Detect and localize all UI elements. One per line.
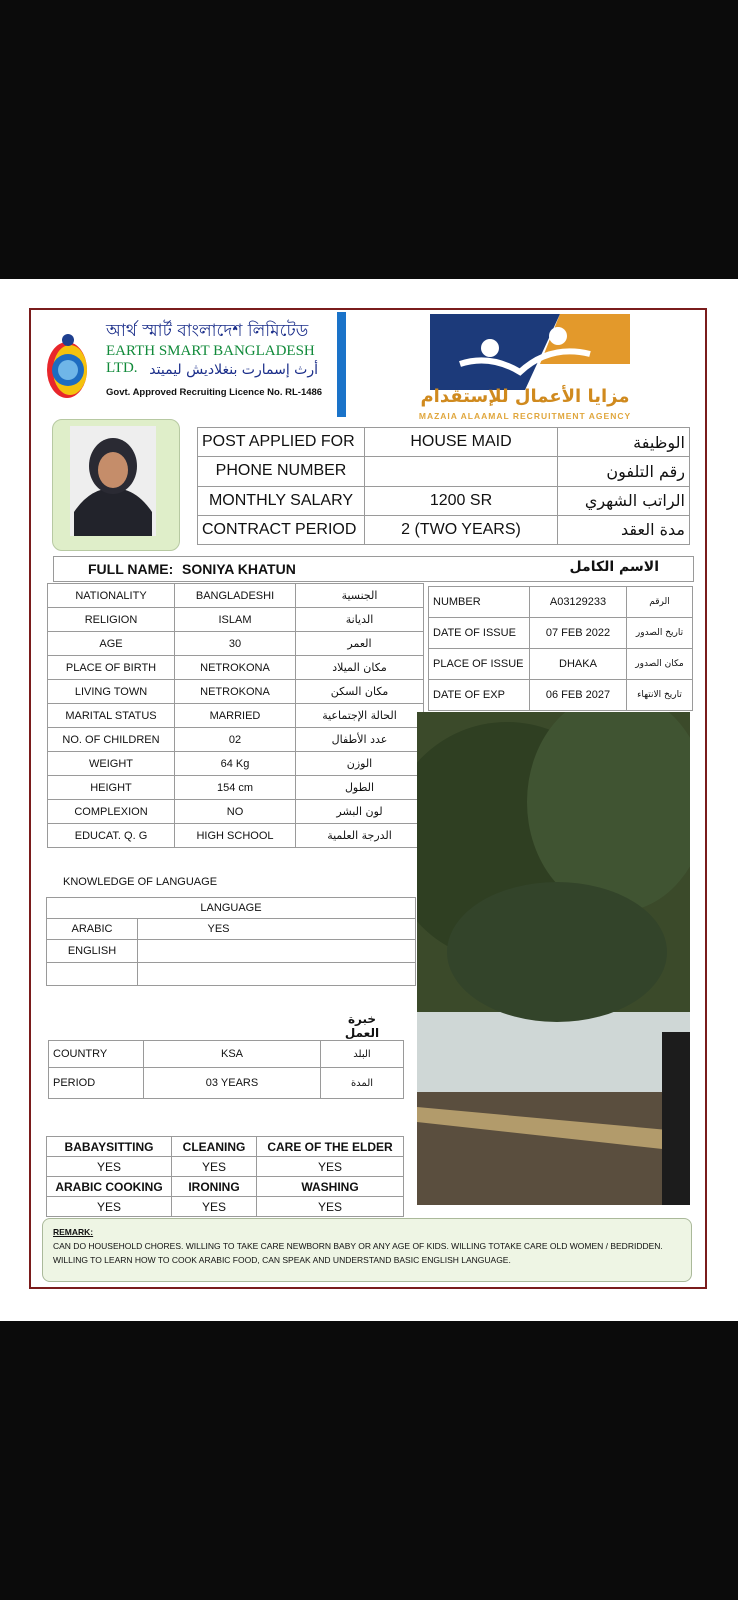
experience-table bbox=[48, 1040, 404, 1099]
applicant-portrait-icon bbox=[70, 426, 156, 536]
language-empty-cell bbox=[47, 963, 138, 986]
skill-label: CARE OF THE ELDER bbox=[257, 1137, 404, 1157]
table-row bbox=[198, 486, 690, 515]
language-empty-cell bbox=[138, 963, 416, 986]
passport-value: A03129233 bbox=[530, 587, 627, 618]
personal-arabic: الطول bbox=[296, 776, 424, 800]
remark-text: CAN DO HOUSEHOLD CHORES. WILLING TO TAKE CARE NEWBORN BABY OR ANY AGE OF KIDS. WILLING TOTAKE CARE OLD WOMEN / BEDRIDDEN. WILLING TO LEARN HOW TO COOK ARABIC FOOD, CAN SPEAK AND UNDERSTAND BASIC ENGLISH LANGUAGE. bbox=[53, 1241, 663, 1265]
personal-label: NO. OF CHILDREN bbox=[48, 728, 175, 752]
personal-arabic: مكان الميلاد bbox=[296, 656, 424, 680]
table-row bbox=[48, 632, 424, 656]
job-arabic: مدة العقد bbox=[558, 515, 690, 544]
header-divider bbox=[337, 312, 346, 417]
table-row bbox=[48, 608, 424, 632]
personal-arabic: الدرجة العلمية bbox=[296, 824, 424, 848]
table-row bbox=[47, 919, 416, 940]
personal-value: MARRIED bbox=[175, 704, 296, 728]
personal-value: 154 cm bbox=[175, 776, 296, 800]
skill-value: YES bbox=[257, 1157, 404, 1177]
job-value: HOUSE MAID bbox=[365, 428, 558, 457]
job-label: PHONE NUMBER bbox=[198, 457, 365, 486]
personal-value: NETROKONA bbox=[175, 680, 296, 704]
mazaia-logo-icon bbox=[430, 314, 630, 390]
skill-label: CLEANING bbox=[172, 1137, 257, 1157]
personal-label: LIVING TOWN bbox=[48, 680, 175, 704]
skill-value: YES bbox=[47, 1157, 172, 1177]
personal-label: NATIONALITY bbox=[48, 584, 175, 608]
table-row bbox=[429, 680, 693, 711]
language-label: ENGLISH bbox=[47, 940, 138, 963]
earth-smart-header bbox=[40, 318, 332, 418]
experience-value: 03 YEARS bbox=[144, 1068, 321, 1099]
personal-label: EDUCAT. Q. G bbox=[48, 824, 175, 848]
table-row bbox=[429, 649, 693, 680]
personal-label: HEIGHT bbox=[48, 776, 175, 800]
personal-label: RELIGION bbox=[48, 608, 175, 632]
experience-arabic: المدة bbox=[321, 1068, 404, 1099]
passport-label: DATE OF ISSUE bbox=[429, 618, 530, 649]
skill-label: WASHING bbox=[257, 1177, 404, 1197]
passport-arabic: تاريخ الصدور bbox=[627, 618, 693, 649]
table-row bbox=[48, 728, 424, 752]
table-row bbox=[48, 752, 424, 776]
agency-name-english: EARTH SMART BANGLADESH LTD. bbox=[106, 343, 315, 376]
table-row bbox=[47, 1157, 404, 1177]
mazaia-header bbox=[350, 312, 700, 422]
personal-arabic: عدد الأطفال bbox=[296, 728, 424, 752]
personal-label: PLACE OF BIRTH bbox=[48, 656, 175, 680]
personal-arabic: العمر bbox=[296, 632, 424, 656]
table-row bbox=[47, 1177, 404, 1197]
personal-value: NO bbox=[175, 800, 296, 824]
passport-label: DATE OF EXP bbox=[429, 680, 530, 711]
table-row bbox=[429, 618, 693, 649]
personal-arabic: الوزن bbox=[296, 752, 424, 776]
experience-value: KSA bbox=[144, 1041, 321, 1068]
table-row bbox=[198, 457, 690, 486]
mazaia-name-arabic: مزايا الأعمال للإستقدام bbox=[420, 386, 630, 407]
language-label: ARABIC bbox=[47, 919, 138, 940]
skills-table bbox=[46, 1136, 404, 1217]
full-name-arabic: الاسم الكامل bbox=[569, 559, 659, 575]
job-arabic: الراتب الشهري bbox=[558, 486, 690, 515]
personal-arabic: الجنسية bbox=[296, 584, 424, 608]
skill-label: IRONING bbox=[172, 1177, 257, 1197]
language-table bbox=[46, 897, 416, 986]
tree-scene-icon bbox=[417, 712, 690, 1205]
personal-table bbox=[47, 583, 424, 848]
mazaia-name-english: MAZAIA ALAAMAL RECRUITMENT AGENCY bbox=[418, 411, 632, 421]
personal-label: AGE bbox=[48, 632, 175, 656]
full-body-photo bbox=[417, 712, 690, 1205]
personal-value: NETROKONA bbox=[175, 656, 296, 680]
skill-value: YES bbox=[257, 1197, 404, 1217]
skill-label: ARABIC COOKING bbox=[47, 1177, 172, 1197]
table-row bbox=[429, 587, 693, 618]
personal-arabic: الديانة bbox=[296, 608, 424, 632]
full-name-value: SONIYA KHATUN bbox=[182, 561, 296, 577]
table-row bbox=[48, 776, 424, 800]
personal-arabic: لون البشر bbox=[296, 800, 424, 824]
passport-value: 07 FEB 2022 bbox=[530, 618, 627, 649]
table-row bbox=[47, 1197, 404, 1217]
table-row bbox=[48, 680, 424, 704]
table-row bbox=[48, 704, 424, 728]
passport-label: NUMBER bbox=[429, 587, 530, 618]
table-row bbox=[47, 963, 416, 986]
language-value bbox=[138, 940, 416, 963]
licence-number: Govt. Approved Recruiting Licence No. RL-1486 bbox=[106, 387, 323, 398]
table-row bbox=[48, 800, 424, 824]
personal-arabic: مكان السكن bbox=[296, 680, 424, 704]
experience-label: COUNTRY bbox=[49, 1041, 144, 1068]
language-title: KNOWLEDGE OF LANGUAGE bbox=[63, 876, 218, 888]
full-name-row bbox=[53, 556, 694, 582]
passport-value: DHAKA bbox=[530, 649, 627, 680]
skill-label: BABAYSITTING bbox=[47, 1137, 172, 1157]
earth-smart-logo-icon bbox=[42, 326, 92, 404]
personal-label: WEIGHT bbox=[48, 752, 175, 776]
table-row bbox=[198, 515, 690, 544]
job-value: 1200 SR bbox=[365, 486, 558, 515]
table-row bbox=[48, 656, 424, 680]
passport-arabic: الرقم bbox=[627, 587, 693, 618]
experience-title: خبرة العمل bbox=[344, 1012, 380, 1040]
personal-value: 64 Kg bbox=[175, 752, 296, 776]
table-row bbox=[49, 1068, 404, 1099]
job-value: 2 (TWO YEARS) bbox=[365, 515, 558, 544]
agency-name-bengali: আর্থ স্মার্ট বাংলাদেশ লিমিটেড bbox=[106, 321, 309, 341]
personal-value: 02 bbox=[175, 728, 296, 752]
skill-value: YES bbox=[47, 1197, 172, 1217]
job-label: CONTRACT PERIOD bbox=[198, 515, 365, 544]
agency-name-arabic: أرث إسمارت بنغلاديش ليميتد bbox=[149, 362, 318, 378]
job-value bbox=[365, 457, 558, 486]
table-row bbox=[47, 898, 416, 919]
personal-value: 30 bbox=[175, 632, 296, 656]
passport-label: PLACE OF ISSUE bbox=[429, 649, 530, 680]
job-arabic: الوظيفة bbox=[558, 428, 690, 457]
passport-arabic: مكان الصدور bbox=[627, 649, 693, 680]
job-arabic: رقم التلفون bbox=[558, 457, 690, 486]
skill-value: YES bbox=[172, 1197, 257, 1217]
skill-value: YES bbox=[172, 1157, 257, 1177]
table-row bbox=[49, 1041, 404, 1068]
personal-arabic: الحالة الإجتماعية bbox=[296, 704, 424, 728]
passport-arabic: تاريخ الانتهاء bbox=[627, 680, 693, 711]
job-label: MONTHLY SALARY bbox=[198, 486, 365, 515]
job-label: POST APPLIED FOR bbox=[198, 428, 365, 457]
job-table bbox=[197, 427, 690, 545]
table-row bbox=[48, 584, 424, 608]
applicant-photo bbox=[70, 426, 156, 536]
table-row bbox=[47, 940, 416, 963]
remark-title: REMARK: bbox=[53, 1227, 94, 1237]
passport-value: 06 FEB 2027 bbox=[530, 680, 627, 711]
remark-box bbox=[42, 1218, 692, 1282]
experience-arabic: البلد bbox=[321, 1041, 404, 1068]
table-row bbox=[48, 824, 424, 848]
personal-label: COMPLEXION bbox=[48, 800, 175, 824]
personal-value: BANGLADESHI bbox=[175, 584, 296, 608]
personal-value: HIGH SCHOOL bbox=[175, 824, 296, 848]
table-row bbox=[198, 428, 690, 457]
full-name-label: FULL NAME: bbox=[88, 561, 174, 577]
table-row bbox=[47, 1137, 404, 1157]
passport-table bbox=[428, 586, 693, 711]
personal-label: MARITAL STATUS bbox=[48, 704, 175, 728]
language-value: YES bbox=[138, 919, 416, 940]
experience-label: PERIOD bbox=[49, 1068, 144, 1099]
personal-value: ISLAM bbox=[175, 608, 296, 632]
language-header: LANGUAGE bbox=[47, 898, 416, 919]
